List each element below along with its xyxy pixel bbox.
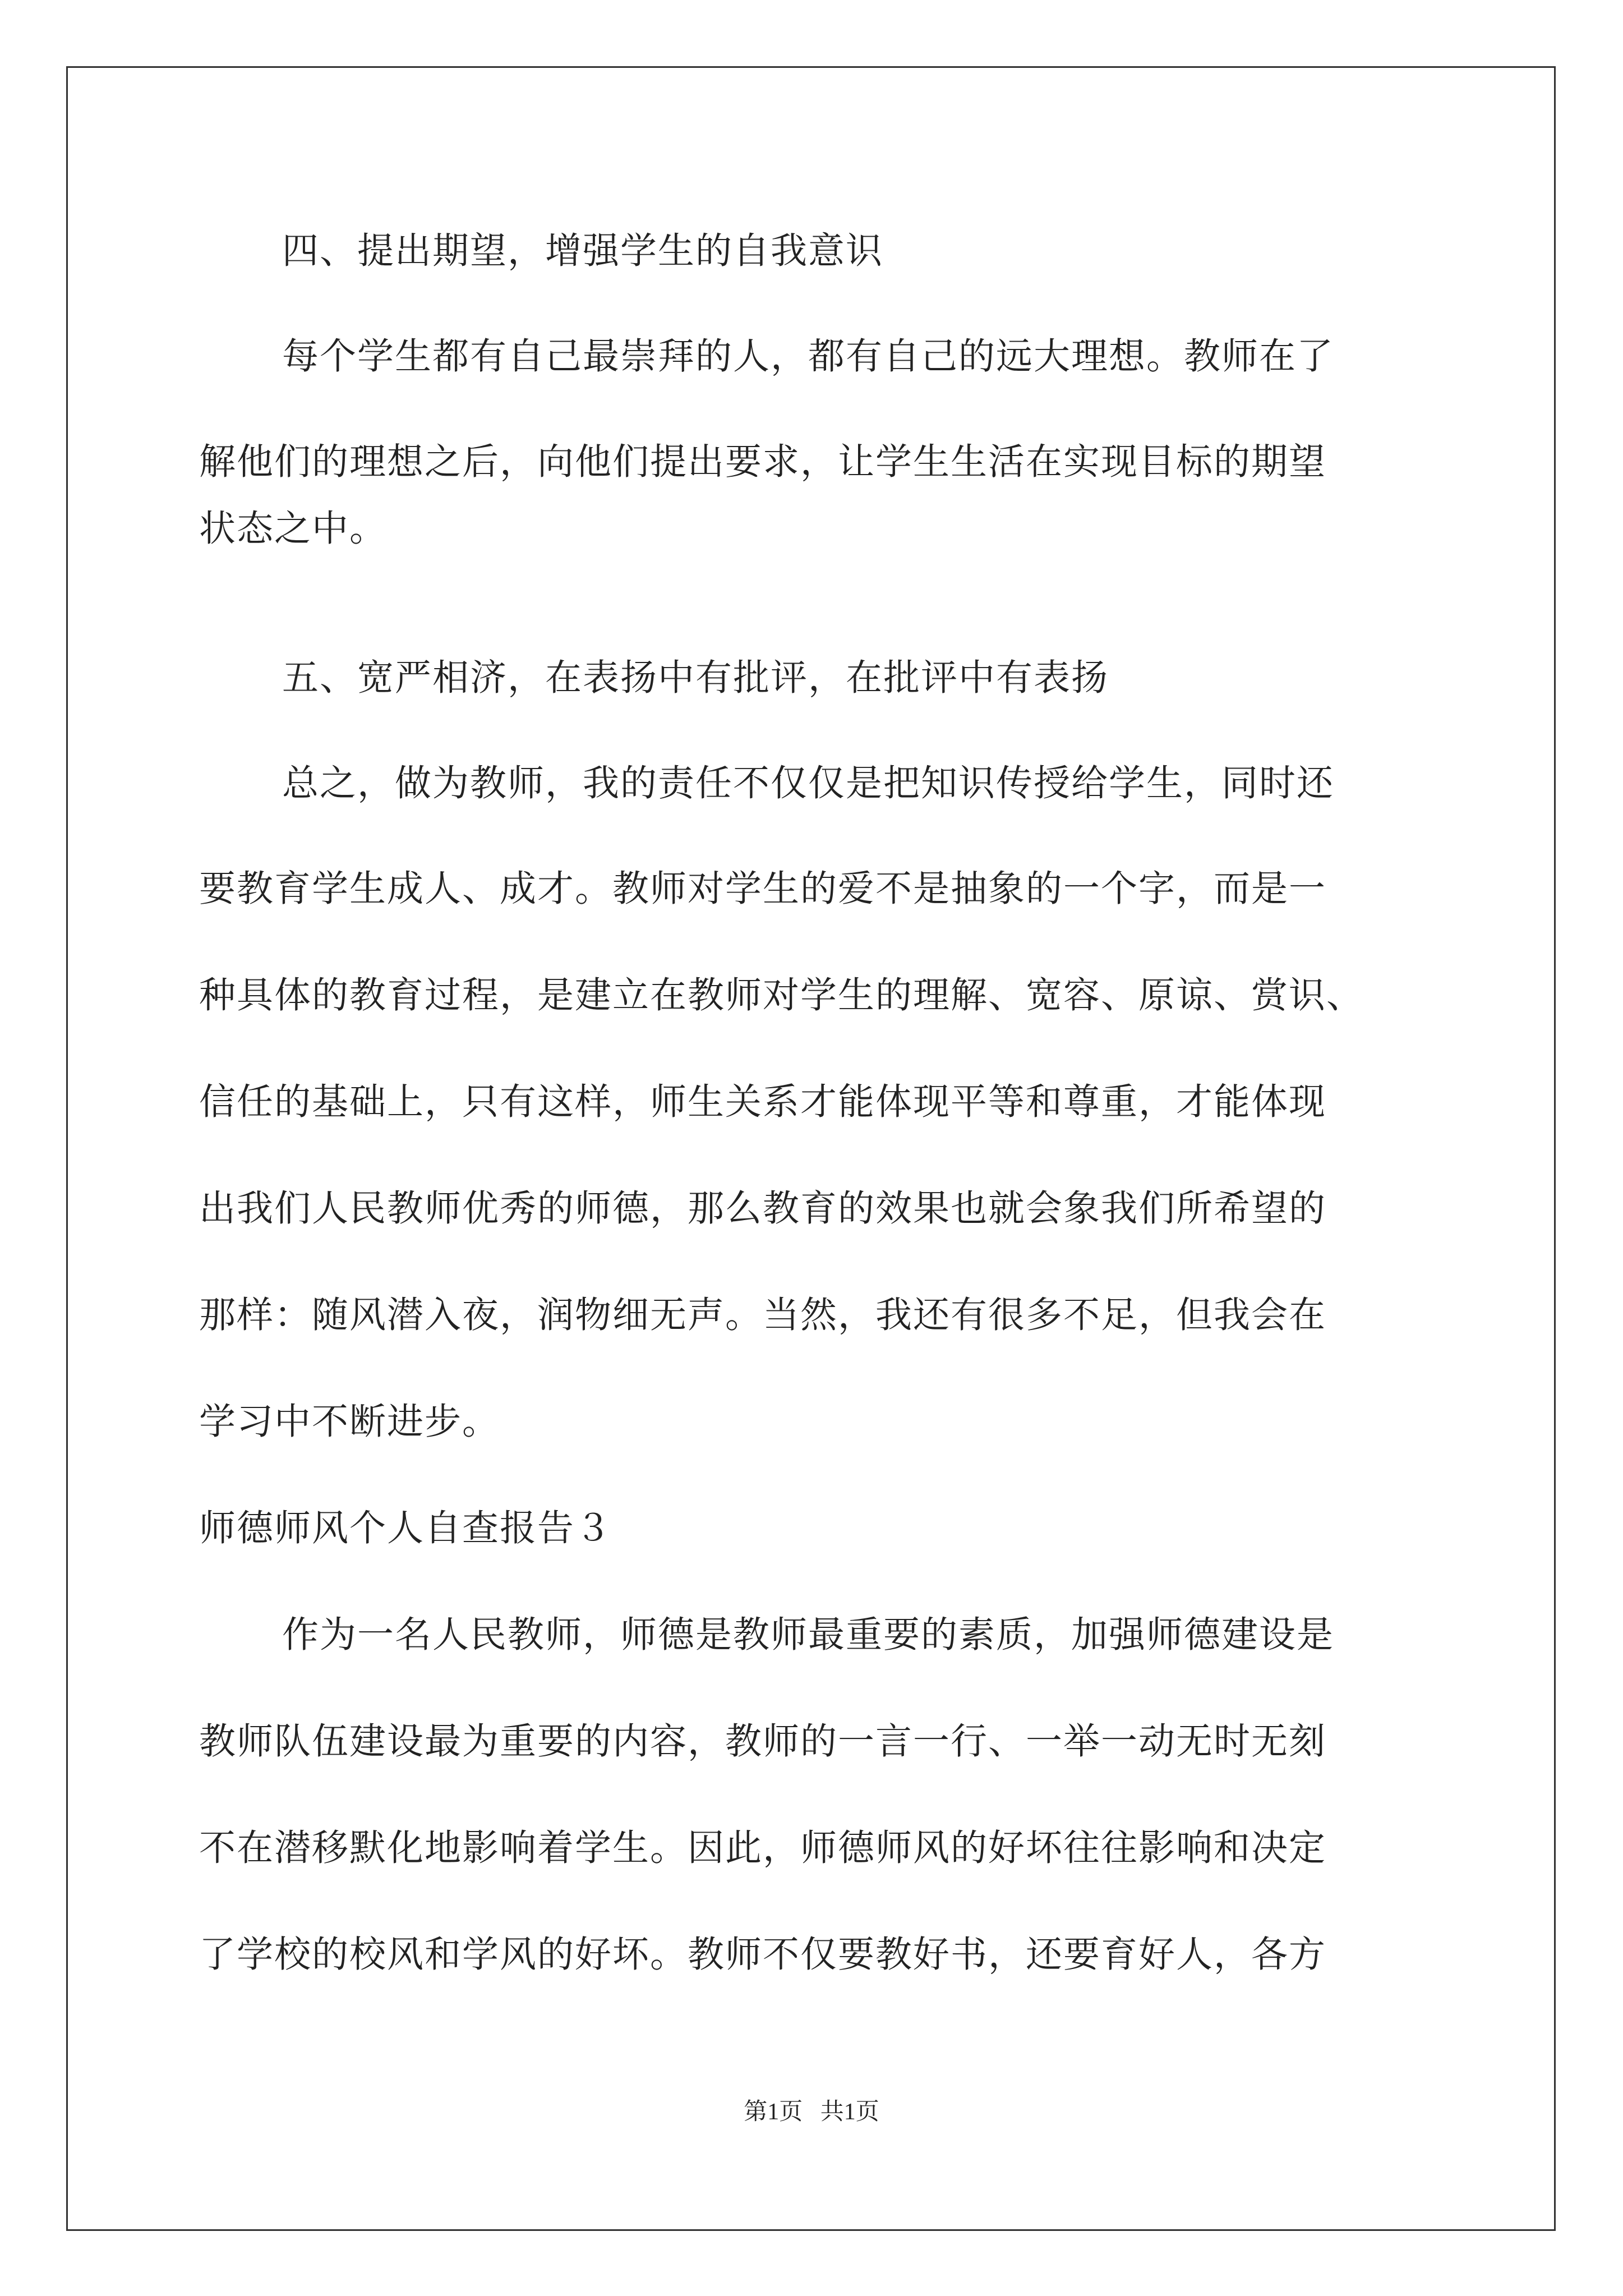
paragraph-line: 学习中不断进步。 bbox=[199, 1401, 500, 1443]
page-border bbox=[66, 66, 1556, 2231]
paragraph-line: 信任的基础上，只有这样，师生关系才能体现平等和尊重，才能体现 bbox=[199, 1081, 1327, 1123]
paragraph-line: 不在潜移默化地影响着学生。因此，师德师风的好坏往往影响和决定 bbox=[199, 1827, 1327, 1869]
paragraph-line: 种具体的教育过程，是建立在教师对学生的理解、宽容、原谅、赏识、 bbox=[199, 974, 1364, 1016]
paragraph-line: 教师队伍建设最为重要的内容，教师的一言一行、一举一动无时无刻 bbox=[199, 1720, 1327, 1763]
paragraph-line: 了学校的校风和学风的好坏。教师不仅要教好书，还要育好人，各方 bbox=[199, 1934, 1327, 1976]
paragraph-line: 总之，做为教师，我的责任不仅仅是把知识传授给学生，同时还 bbox=[282, 762, 1335, 804]
page-number-footer: 第1页 共1页 bbox=[744, 2099, 879, 2125]
paragraph-line: 作为一名人民教师，师德是教师最重要的素质，加强师德建设是 bbox=[282, 1614, 1335, 1656]
paragraph-line: 每个学生都有自己最崇拜的人，都有自己的远大理想。教师在了 bbox=[282, 335, 1335, 378]
report-title: 师德师风个人自查报告３ bbox=[199, 1507, 613, 1549]
paragraph-line: 要教育学生成人、成才。教师对学生的爱不是抽象的一个字，而是一 bbox=[199, 868, 1327, 910]
paragraph-line: 状态之中。 bbox=[199, 508, 388, 550]
paragraph-line: 解他们的理想之后，向他们提出要求，让学生生活在实现目标的期望 bbox=[199, 441, 1327, 483]
section-heading-five: 五、宽严相济，在表扬中有批评，在批评中有表扬 bbox=[282, 657, 1109, 699]
paragraph-line: 那样：随风潜入夜，润物细无声。当然，我还有很多不足，但我会在 bbox=[199, 1294, 1327, 1336]
section-heading-four: 四、提出期望，增强学生的自我意识 bbox=[282, 230, 884, 272]
paragraph-line: 出我们人民教师优秀的师德，那么教育的效果也就会象我们所希望的 bbox=[199, 1188, 1327, 1230]
